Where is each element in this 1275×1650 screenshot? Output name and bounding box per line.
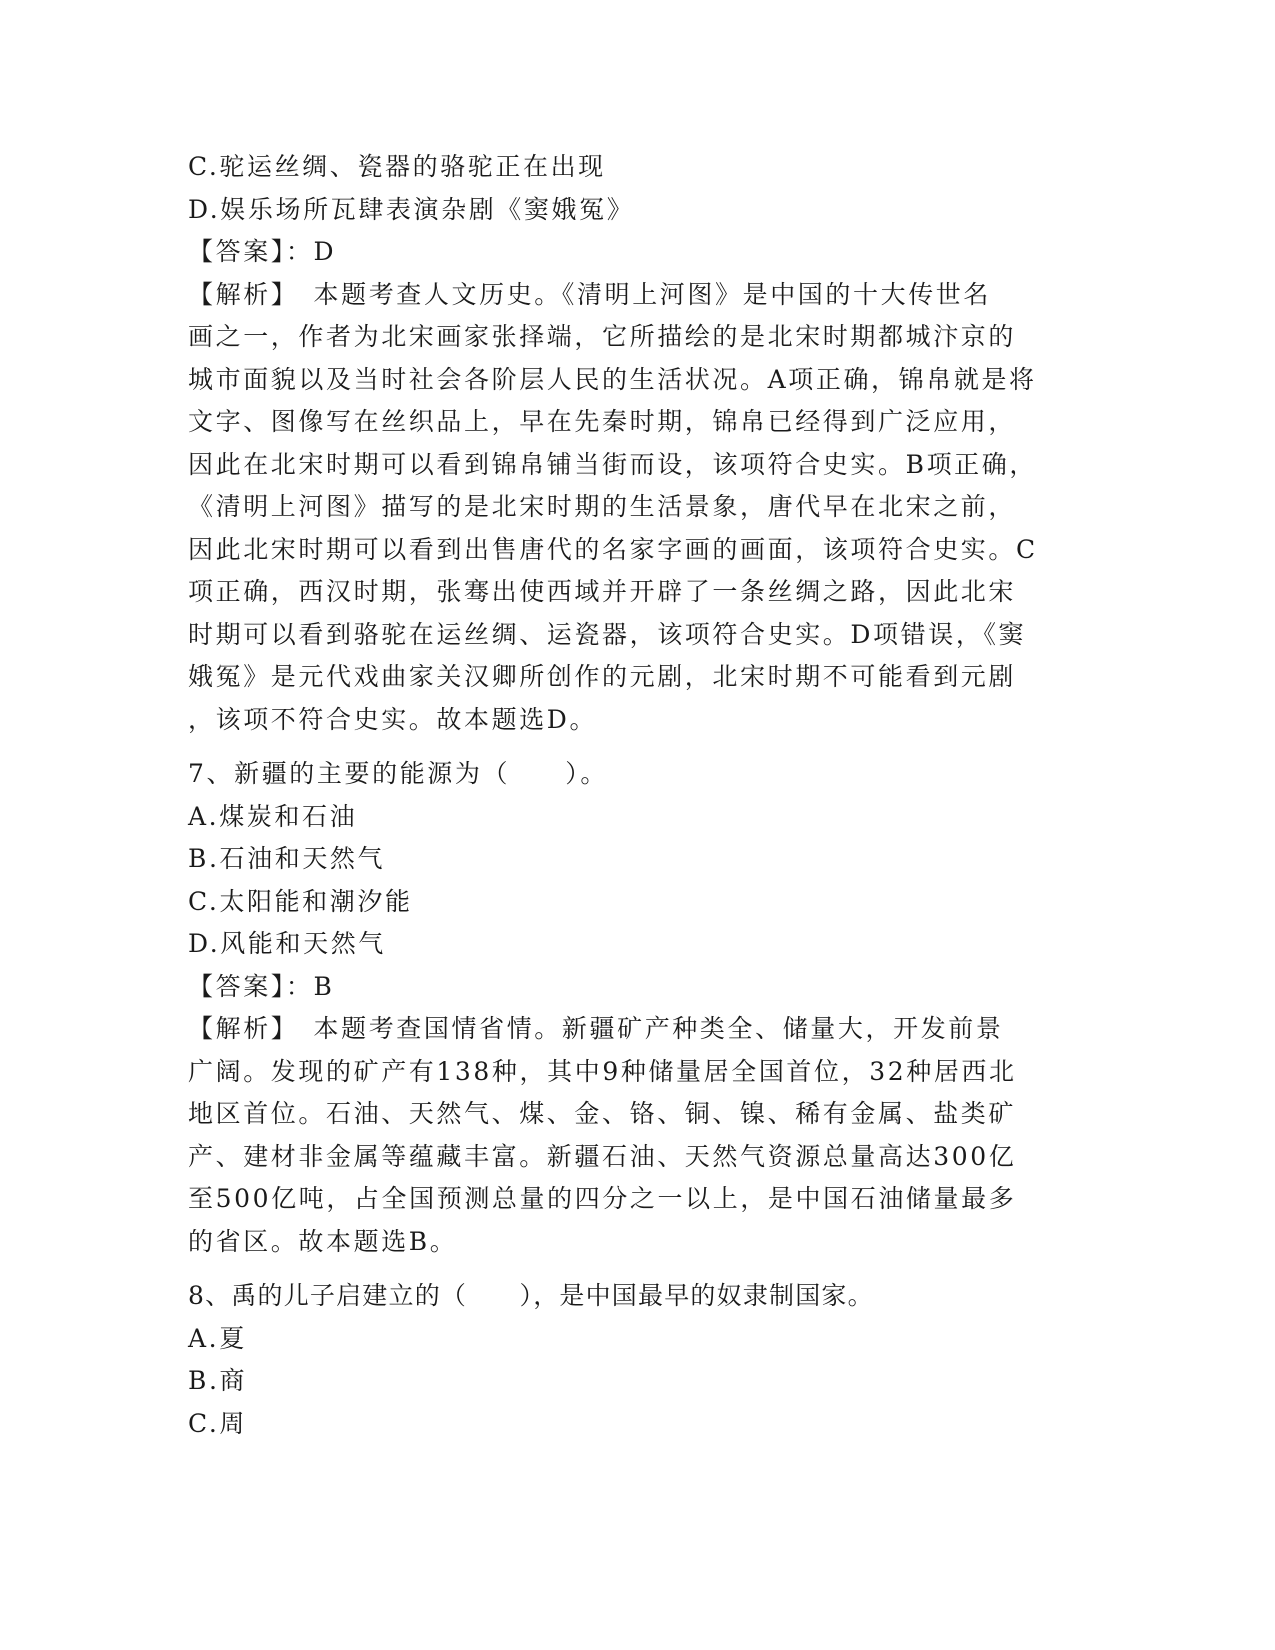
- q7-analysis-line: 地区首位。石油、天然气、煤、金、铬、铜、镍、稀有金属、盐类矿: [188, 1099, 1017, 1128]
- section-spacer: [188, 1263, 1088, 1275]
- q6-analysis-line: 因此在北宋时期可以看到锦帛铺当街而设，该项符合史实。B项正确，: [188, 449, 1037, 479]
- q6-analysis-line: 项正确，西汉时期，张骞出使西域并开辟了一条丝绸之路，因此北宋: [188, 577, 1017, 606]
- q7-option-b: B.石油和天然气: [188, 844, 386, 873]
- q6-analysis-line: 娥冤》是元代戏曲家关汉卿所创作的元剧，北宋时期不可能看到元剧: [188, 662, 1017, 691]
- q8-question: 8、禹的儿子启建立的（ ），是中国最早的奴隶制国家。: [188, 1281, 874, 1310]
- q7-analysis-line: 的省区。故本题选B。: [188, 1226, 458, 1256]
- q7-option-c: C.太阳能和潮汐能: [188, 886, 413, 916]
- page-content: [188, 146, 1088, 1445]
- q7-analysis-line: 至500亿吨，占全国预测总量的四分之一以上，是中国石油储量最多: [188, 1184, 1017, 1213]
- q6-analysis-line: 城市面貌以及当时社会各阶层人民的生活状况。A项正确，锦帛就是将: [188, 364, 1037, 394]
- q6-analysis-line: 因此北宋时期可以看到出售唐代的名家字画的画面，该项符合史实。C: [188, 534, 1038, 564]
- q6-analysis-line: 《清明上河图》描写的是北宋时期的生活景象，唐代早在北宋之前，: [188, 492, 1017, 521]
- q7-option-a: A.煤炭和石油: [188, 801, 358, 831]
- q6-analysis-line: 时期可以看到骆驼在运丝绸、运瓷器，该项符合史实。D项错误，《窦: [188, 619, 1027, 649]
- q7-analysis-line: 广阔。发现的矿产有138种，其中9种储量居全国首位，32种居西北: [188, 1056, 1017, 1086]
- q6-analysis-line: 文字、图像写在丝织品上，早在先秦时期，锦帛已经得到广泛应用，: [188, 407, 1017, 436]
- q7-answer: 【答案】：B: [188, 971, 335, 1001]
- q6-analysis-line: 画之一，作者为北宋画家张择端，它所描绘的是北宋时期都城汴京的: [188, 322, 1017, 351]
- q8-option-c: C.周: [188, 1408, 247, 1438]
- q6-answer: 【答案】：D: [188, 237, 337, 266]
- q6-option-d: D.娱乐场所瓦肆表演杂剧《窦娥冤》: [188, 194, 635, 224]
- q7-option-d: D.风能和天然气: [188, 929, 386, 958]
- q6-analysis-line: ，该项不符合史实。故本题选D。: [188, 704, 598, 734]
- q6-option-c: C.驼运丝绸、瓷器的骆驼正在出现: [188, 152, 606, 181]
- section-spacer: [188, 741, 1088, 753]
- q8-option-b: B.商: [188, 1366, 248, 1395]
- q7-analysis-line: 【解析】 本题考查国情省情。新疆矿产种类全、储量大，开发前景: [188, 1014, 1004, 1043]
- q8-option-a: A.夏: [188, 1323, 247, 1353]
- q7-question: 7、新疆的主要的能源为（ ）。: [188, 759, 609, 788]
- q7-analysis-line: 产、建材非金属等蕴藏丰富。新疆石油、天然气资源总量高达300亿: [188, 1141, 1017, 1171]
- q6-analysis-line: 【解析】 本题考查人文历史。《清明上河图》是中国的十大传世名: [188, 279, 992, 309]
